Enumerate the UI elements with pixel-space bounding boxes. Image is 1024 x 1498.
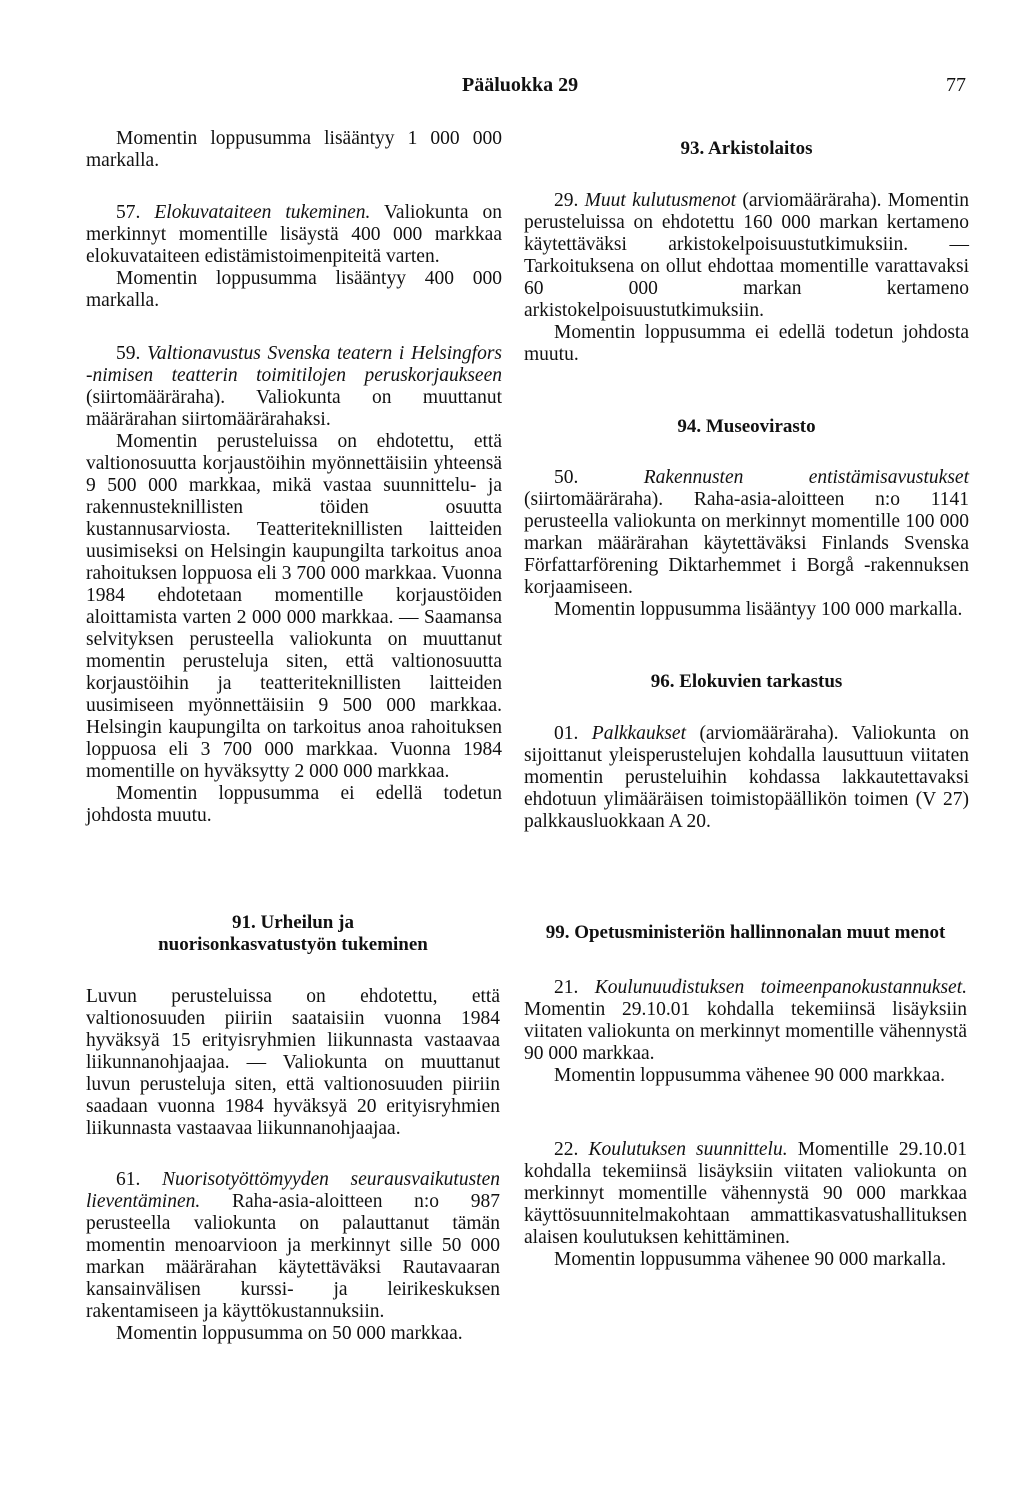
item-title: Valtionavustus Svenska teatern i Helsingfors -nimisen teatterin toimitilojen peruskorjaukseen — [86, 343, 503, 386]
item-text: Raha-asia-aloitteen n:o 987 perusteella valiokunta on palauttanut tämän momentin menoarvioon ja merkinnyt sille 50 000 markan määrärahan käytettäväksi Rautavaaran kansainvälisen kurssi- ja leirikeskuksen rakentamiseen ja käyttökustannuksiin. — [86, 1191, 500, 1322]
paragraph-61 — [86, 1169, 500, 1323]
left-bottom-column — [86, 912, 500, 1345]
paragraph: Momentin loppusumma ei edellä todetun johdosta muutu. — [86, 783, 502, 826]
paragraph: Momentin loppusumma ei edellä todetun johdosta muutu. — [524, 322, 969, 365]
paragraph: Momentin loppusumma lisääntyy 400 000 markalla. — [86, 268, 502, 311]
section-heading-96: 96. Elokuvien tarkastus — [650, 671, 843, 692]
left-top-column — [86, 128, 502, 827]
paragraph-57 — [86, 202, 502, 268]
item-number: 57. — [116, 202, 141, 223]
item-text: Valiokunta on merkinnyt momentille lisäystä 400 000 markkaa elokuvataiteen edistämistoimenpiteitä varten. — [86, 202, 503, 267]
item-title: Koulunuudistuksen toimeenpanokustannukset. — [594, 977, 968, 998]
item-number: 61. — [116, 1169, 141, 1190]
item-text: Momentille 29.10.01 kohdalla tekemiinsä lisäyksiin viitaten valiokunta on merkinnyt momentille vähennystä 90 000 markkaa käyttösuunnitelmakohtaan ammattikasvatushallituksen alaisen koulutuksen kehittäminen. — [524, 1139, 968, 1248]
section-heading-99: 99. Opetusministeriön hallinnonalan muut menot — [545, 922, 946, 943]
item-number: 59. — [116, 343, 141, 364]
paragraph: Momentin loppusumma vähenee 90 000 markalla. — [554, 1249, 947, 1270]
item-title: Nuorisotyöttömyyden seurausvaikutusten lieventäminen. — [86, 1169, 500, 1212]
item-text: (arviomääräraha). Valiokunta on sijoittanut yleisperustelujen kohdalla lausuttuun viitaten momentin perusteluihin kohdassa lakkautettavaksi ehdotuun ylimääräisen toimistopäällikön toimen (V 27) palkkausluokkaan A 20. — [524, 723, 970, 832]
item-number: 50. — [554, 467, 579, 488]
section-heading-93: 93. Arkistolaitos — [680, 138, 813, 159]
item-text: (arviomääräraha). Momentin perusteluissa on ehdotettu 160 000 markan kertameno käytettäväksi arkistokelpoisuustutkimuksiin. — Tarkoituksena on ollut ehdottaa momentille varattavaksi 60 000 markan kertameno arkistokelpoisuustutkimuksiin. — [524, 190, 970, 321]
item-text: (siirtomääräraha). Raha-asia-aloitteen n:o 1141 perusteella valiokunta on merkinnyt momentille 100 000 markan määrärahan käytettäväksi Finlands Svenska Författarförening Diktarhemmet i Borgå -rakennuksen korjaamiseen. — [524, 489, 969, 598]
running-header: Pääluokka 29 — [462, 74, 579, 96]
right-bottom-column — [524, 922, 967, 1271]
paragraph: Momentin loppusumma on 50 000 markkaa. — [116, 1323, 463, 1344]
item-number: 29. — [554, 190, 579, 211]
paragraph: Momentin loppusumma vähenee 90 000 markkaa. — [554, 1065, 945, 1086]
paragraph-50 — [524, 467, 969, 599]
item-title: Elokuvataiteen tukeminen. — [154, 202, 371, 223]
item-title: Rakennusten entistämisavustukset — [643, 467, 970, 488]
right-top-column — [524, 138, 969, 833]
paragraph: Luvun perusteluissa on ehdotettu, että valtionosuuden piiriin saataisiin vuonna 1984 hyväksyä 15 erityisryhmien liikunnasta vastaavaa liikunnanohjaajaa. — Valiokunta on muuttanut luvun perusteluja siten, että valtionosuuden piiriin saadaan vuonna 1984 hyväksyä 20 erityisryhmien liikunnasta vastaavaa liikunnanohjaajaa. — [86, 986, 500, 1139]
item-text: (siirtomääräraha). Valiokunta on muuttanut määrärahan siirtomäärärahaksi. — [86, 387, 502, 430]
item-title: Palkkaukset — [591, 723, 687, 744]
paragraph-29 — [524, 190, 969, 322]
item-number: 01. — [554, 723, 579, 744]
item-title: Muut kulutusmenot — [584, 190, 737, 211]
page-number: 77 — [946, 74, 966, 96]
item-number: 21. — [554, 977, 579, 998]
paragraph-59 — [86, 343, 502, 431]
paragraph-01 — [524, 723, 969, 833]
paragraph: Momentin loppusumma lisääntyy 100 000 markalla. — [554, 599, 963, 620]
paragraph-22 — [524, 1139, 967, 1249]
section-heading-94: 94. Museovirasto — [677, 416, 816, 437]
item-title: Koulutuksen suunnittelu. — [588, 1139, 788, 1160]
item-number: 22. — [554, 1139, 579, 1160]
paragraph: Momentin loppusumma lisääntyy 1 000 000 markalla. — [86, 128, 502, 171]
paragraph-21 — [524, 977, 967, 1065]
paragraph: Momentin perusteluissa on ehdotettu, että valtionosuutta korjaustöihin myönnettäisiin yhteensä 9 500 000 markkaa, mikä vastaa suunnittelu- ja rakennusteknillisten töiden osuutta kustannusarviosta. Teatteriteknillisten laitteiden uusimiseksi on Helsingin kaupungilta tarkoitus anoa rahoituksen loppuosa eli 3 700 000 markkaa. Vuonna 1984 ehdotetaan momentille korjaustöiden aloittamista varten 2 000 000 markkaa. — Saamansa selvityksen perusteella valiokunta on muuttanut momentin perusteluja siten, että valtionosuutta korjaustöihin ja teatteriteknillisten laitteiden uusimiseen myönnettäisiin 9 500 000 markkaa. Helsingin kaupungilta on tarkoitus anoa rahoituksen loppuosa eli 3 700 000 markkaa. Vuonna 1984 momentille on hyväksytty 2 000 000 markkaa. — [86, 431, 502, 782]
section-heading-91: 91. Urheilun ja nuorisonkasvatustyön tukeminen — [158, 912, 428, 955]
item-text: Momentin 29.10.01 kohdalla tekemiinsä lisäyksiin viitaten valiokunta on merkinnyt momentille vähennystä 90 000 markkaa. — [524, 999, 967, 1064]
